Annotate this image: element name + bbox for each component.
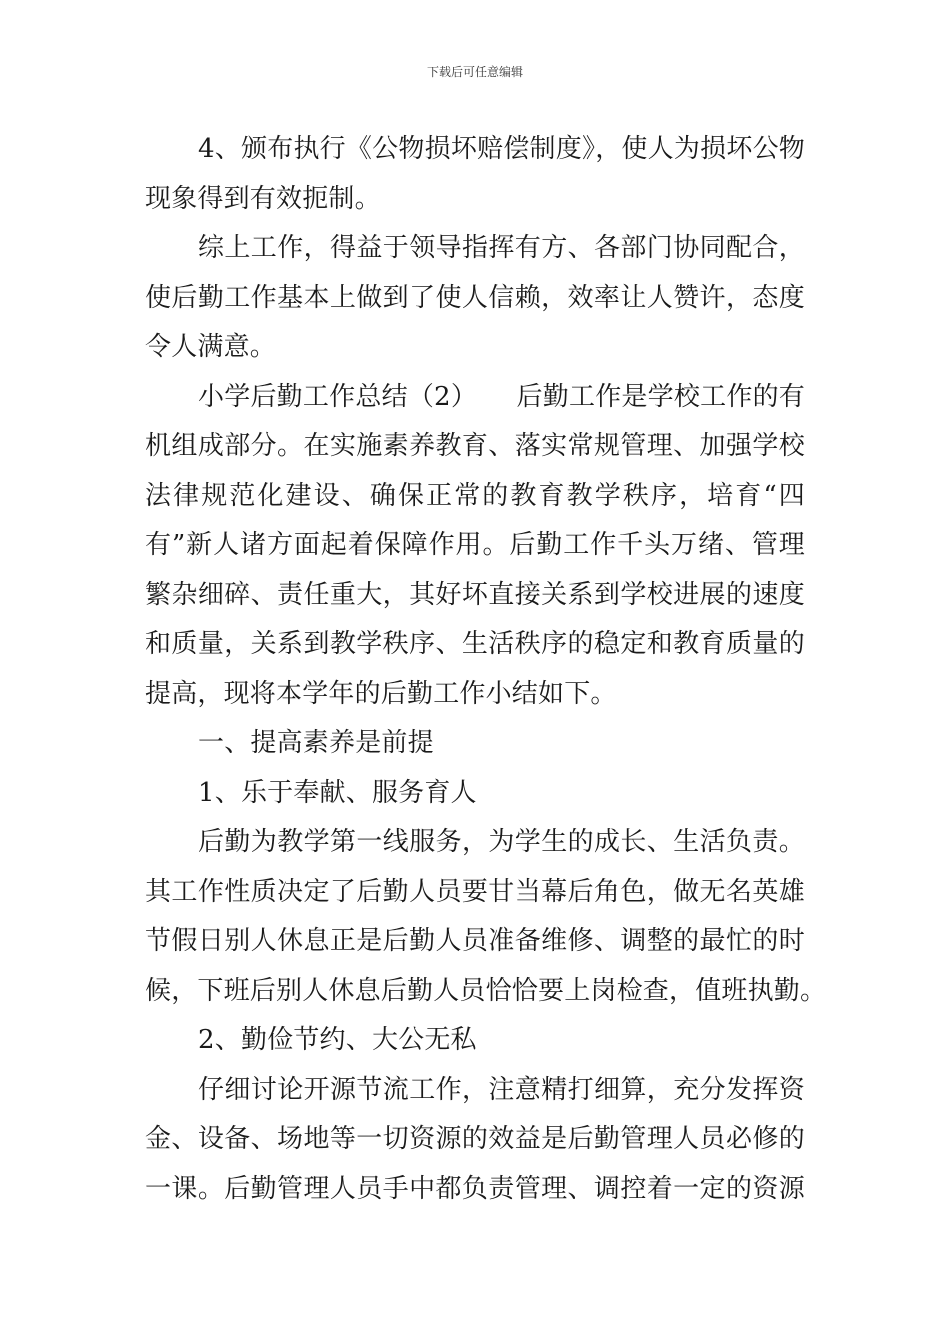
document-body [145, 125, 827, 1214]
page-header: 下载后可任意编辑 [426, 65, 523, 79]
text-line: 综上工作，得益于领导指挥有方、各部门协同配合， [198, 233, 805, 263]
text-line: 法律规范化建设、确保正常的教育教学秩序，培育“四 [145, 480, 805, 511]
text-line: 后勤为教学第一线服务，为学生的成长、生活负责。 [198, 827, 805, 857]
text-line: 有”新人诸方面起着保障作用。后勤工作千头万绪、管理 [145, 530, 805, 560]
text-line: 提高，现将本学年的后勤工作小结如下。 [145, 678, 617, 709]
text-line: 4、颁布执行《公物损坏赔偿制度》，使人为损坏公物 [198, 134, 805, 164]
text-line: 仔细讨论开源节流工作，注意精打细算，充分发挥资 [198, 1074, 805, 1105]
text-line: 和质量，关系到教学秩序、生活秩序的稳定和教育质量的 [145, 629, 805, 659]
text-line: 现象得到有效扼制。 [145, 183, 381, 214]
text-line: 候，下班后别人休息后勤人员恰恰要上岗检查，值班执勤。 [145, 975, 827, 1006]
text-line: 2、勤俭节约、大公无私 [198, 1025, 477, 1055]
text-line: 1、乐于奉献、服务育人 [198, 777, 477, 808]
text-line: 繁杂细碎、责任重大，其好坏直接关系到学校进展的速度 [145, 579, 805, 610]
text-line: 令人满意。 [145, 332, 277, 362]
text-line: 一课。后勤管理人员手中都负责管理、调控着一定的资源 [145, 1173, 805, 1204]
text-line: 机组成部分。在实施素养教育、落实常规管理、加强学校 [145, 431, 805, 461]
text-line: 其工作性质决定了后勤人员要甘当幕后角色，做无名英雄 [145, 876, 805, 907]
text-line: 使后勤工作基本上做到了使人信赖，效率让人赞许，态度 [145, 282, 805, 313]
text-line: 小学后勤工作总结（2） 后勤工作是学校工作的有 [198, 381, 805, 412]
text-line: 节假日别人休息正是后勤人员准备维修、调整的最忙的时 [145, 926, 805, 956]
text-line: 一、提高素养是前提 [198, 728, 434, 758]
text-line: 金、设备、场地等一切资源的效益是后勤管理人员必修的 [145, 1124, 805, 1154]
